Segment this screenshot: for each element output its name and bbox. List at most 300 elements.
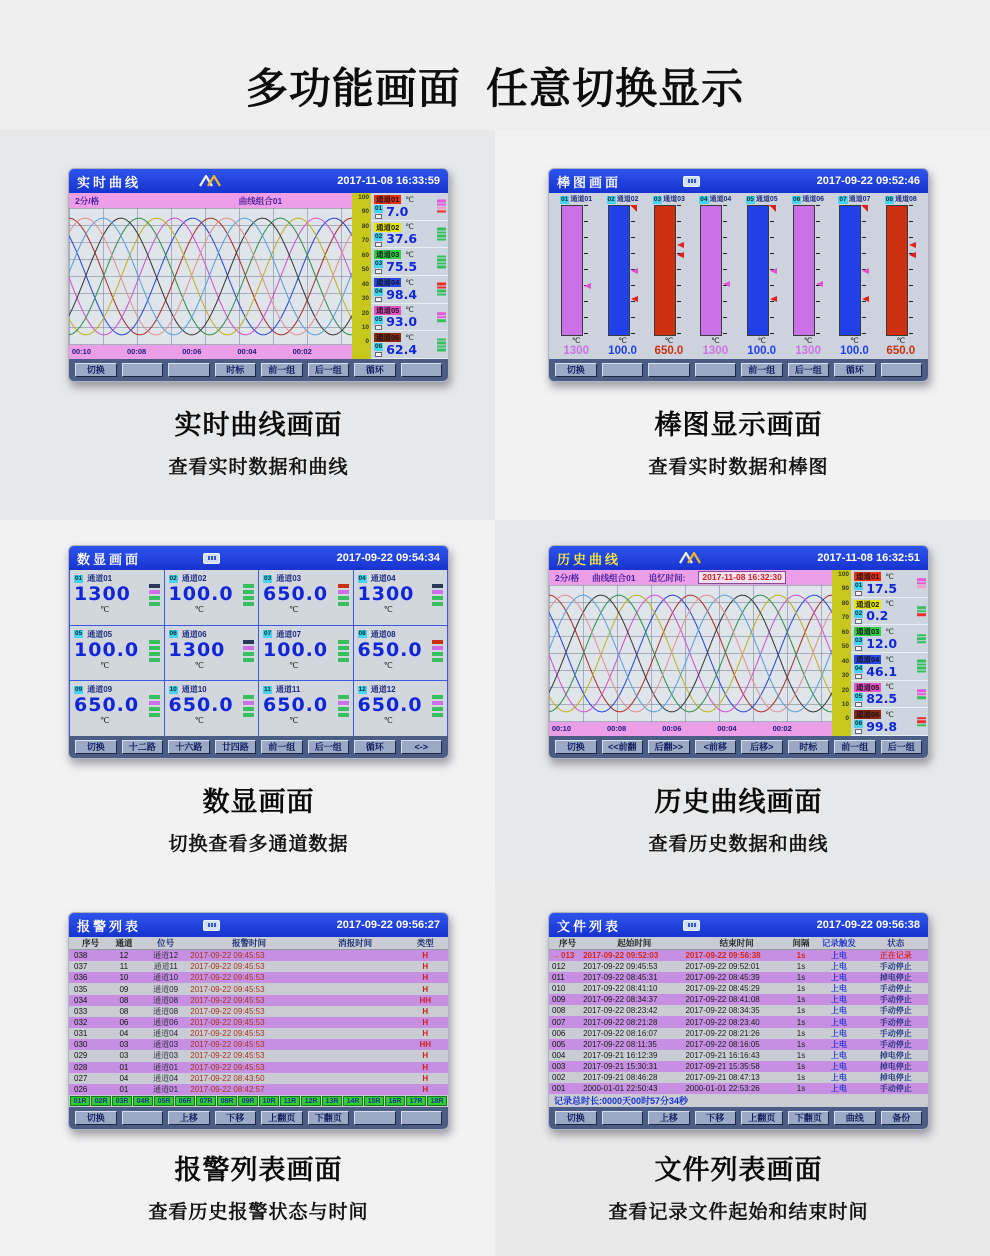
button-label: 下移 xyxy=(226,1112,245,1123)
x-tick-label: 00:08 xyxy=(607,724,627,733)
bar-channel-number: 01 xyxy=(561,195,569,203)
channel-alarm-leds xyxy=(917,606,926,616)
file-seq xyxy=(549,951,583,960)
panel-button[interactable] xyxy=(215,740,257,754)
recall-time-label: 追忆时间: xyxy=(648,572,686,583)
button-label: 上翻页 xyxy=(268,1112,296,1123)
channel-item[interactable] xyxy=(851,570,928,598)
panel-button[interactable] xyxy=(308,363,350,377)
alarm-cell: HH xyxy=(419,995,432,1005)
panel-button[interactable] xyxy=(308,740,350,754)
panel-button[interactable] xyxy=(215,363,257,377)
channel-unit: ℃ xyxy=(100,604,110,614)
y-axis xyxy=(832,570,851,736)
file-end-time: 2017-09-22 08:16:05 xyxy=(685,1039,760,1049)
button-label: <-> xyxy=(414,741,428,752)
channel-label: 通道09 xyxy=(87,685,113,695)
file-trigger: 上电 xyxy=(830,1006,847,1016)
channel-label: 通道08 xyxy=(370,629,396,639)
panel-button[interactable] xyxy=(122,740,164,754)
panel-button[interactable] xyxy=(834,1111,876,1125)
channel-item[interactable] xyxy=(851,625,928,653)
alarm-row[interactable] xyxy=(69,950,448,961)
button-label: 上移 xyxy=(179,1112,198,1123)
channel-checkbox[interactable] xyxy=(375,352,382,357)
alarm-cell: 033 xyxy=(74,1006,88,1016)
digital-channel-cell xyxy=(354,626,448,681)
alarm-cell: 038 xyxy=(74,951,88,961)
button-label: 前一组 xyxy=(841,741,869,752)
file-row[interactable] xyxy=(549,1016,928,1027)
channel-value-row xyxy=(374,205,446,219)
alarm-cell: 通道12 xyxy=(153,951,179,961)
file-row[interactable] xyxy=(549,1072,928,1083)
button-label: <<前翻 xyxy=(607,741,637,752)
panel-button[interactable] xyxy=(261,1111,303,1125)
channel-checkbox[interactable] xyxy=(855,729,862,734)
file-row[interactable] xyxy=(549,1061,928,1072)
channel-item[interactable] xyxy=(851,598,928,626)
alarm-cell: 03 xyxy=(119,1040,129,1050)
channel-value: 1300 xyxy=(74,583,131,605)
alarm-cell: H xyxy=(422,973,429,983)
channel-number-badge: 08 xyxy=(358,630,366,638)
alarm-cell: H xyxy=(422,1051,429,1061)
caption-subtitle: 查看实时数据和棒图 xyxy=(648,457,829,478)
panel-button[interactable] xyxy=(168,740,210,754)
channel-number-badge: 06 xyxy=(855,720,863,728)
alarm-cell: 035 xyxy=(74,984,88,994)
channel-label: 通道04 xyxy=(376,278,400,288)
channel-alarm-leds xyxy=(437,312,446,322)
panel-button[interactable] xyxy=(741,1111,783,1125)
panel-timestamp: 2017-11-08 16:32:51 xyxy=(817,552,920,564)
alarm-cell: 031 xyxy=(74,1029,88,1039)
y-tick-label: 90 xyxy=(841,585,849,593)
panel-button[interactable] xyxy=(834,740,876,754)
channel-label: 通道03 xyxy=(376,250,400,260)
channel-label: 通道02 xyxy=(376,222,400,232)
alarm-cell: 通道06 xyxy=(153,1018,179,1028)
button-label: 后一组 xyxy=(314,364,342,375)
file-trigger: 上电 xyxy=(830,1028,847,1038)
digital-channel-cell xyxy=(354,570,448,625)
panel-button[interactable] xyxy=(648,1111,690,1125)
panel-button[interactable] xyxy=(741,363,783,377)
button-label: 切换 xyxy=(86,741,105,752)
channel-number xyxy=(854,693,863,707)
alarm-cell: H xyxy=(422,951,429,961)
alarm-cell: 通道01 xyxy=(153,1062,179,1072)
bar-channel-name: 通道07 xyxy=(848,196,871,203)
channel-unit: ℃ xyxy=(885,710,894,720)
panel-button[interactable] xyxy=(695,740,737,754)
y-tick-label: 80 xyxy=(361,222,369,230)
channel-number xyxy=(854,582,863,596)
channel-item[interactable] xyxy=(371,221,448,249)
channel-unit: ℃ xyxy=(405,333,414,343)
channel-label: 通道05 xyxy=(856,682,880,692)
panel-button[interactable] xyxy=(555,740,597,754)
file-start-time: 2017-09-21 08:46:28 xyxy=(583,1072,658,1082)
panel-button[interactable] xyxy=(168,1111,210,1125)
file-row[interactable] xyxy=(549,1005,928,1016)
caption-alarm xyxy=(68,1148,449,1224)
alarm-cell: 03 xyxy=(119,1051,129,1061)
file-status: 掉电停止 xyxy=(879,1061,912,1071)
file-seq xyxy=(549,1073,583,1082)
channel-number-badge: 01 xyxy=(375,205,383,212)
alarm-cell: 037 xyxy=(74,962,88,972)
button-label: 上移 xyxy=(659,1112,678,1123)
panel-button-blank xyxy=(168,363,210,377)
bar-unit: ℃ xyxy=(618,335,627,345)
channel-item[interactable] xyxy=(851,653,928,681)
alarm-row[interactable] xyxy=(69,1062,448,1073)
file-seq-number: 005 xyxy=(552,1039,566,1049)
column-header: 间隔 xyxy=(792,938,810,948)
digital-channel-cell xyxy=(165,570,259,625)
alarm-channel-tag: 12R xyxy=(301,1096,321,1106)
channel-value-row xyxy=(374,343,446,357)
channel-value: 1300 xyxy=(357,583,415,605)
channel-checkbox[interactable] xyxy=(855,591,862,596)
button-label: 前一组 xyxy=(268,741,296,752)
alarm-channel-tag: 08R xyxy=(217,1096,237,1106)
channel-item[interactable] xyxy=(371,276,448,304)
alarm-row[interactable] xyxy=(69,1006,448,1017)
alarm-cell: 034 xyxy=(74,995,88,1005)
panel-digital-display xyxy=(68,545,449,759)
alarm-channel-tag: 11R xyxy=(280,1096,300,1106)
channel-value-row xyxy=(854,665,926,679)
alarm-cell: 通道11 xyxy=(153,962,178,972)
file-seq-number: 012 xyxy=(552,962,566,972)
bar-value: 1300 xyxy=(702,344,729,357)
panel-header xyxy=(549,913,928,937)
alarm-cell: 2017-09-22 09:45:53 xyxy=(190,1062,265,1072)
caption-subtitle: 查看历史报警状态与时间 xyxy=(148,1202,369,1223)
panel-button[interactable] xyxy=(261,740,303,754)
channel-checkbox[interactable] xyxy=(855,619,862,624)
panel-button[interactable] xyxy=(881,1111,923,1125)
file-interval: 1s xyxy=(796,1006,806,1016)
channel-value: 650.0 xyxy=(357,694,423,717)
file-end-time: 2017-09-22 09:52:01 xyxy=(685,962,760,972)
panel-button-blank xyxy=(695,363,737,377)
panel-button[interactable] xyxy=(648,740,690,754)
channel-item[interactable] xyxy=(371,248,448,276)
file-end-time: 2017-09-21 15:35:58 xyxy=(685,1061,760,1071)
channel-alarm-leds xyxy=(149,695,160,717)
channel-unit: ℃ xyxy=(885,682,894,692)
bar-scale-ticks xyxy=(816,205,820,336)
channel-unit: ℃ xyxy=(289,604,299,614)
file-status: 手动停止 xyxy=(879,984,912,994)
digital-channel-cell xyxy=(354,681,448,736)
channel-item[interactable] xyxy=(371,193,448,221)
bar-column xyxy=(879,195,923,358)
panel-button[interactable] xyxy=(695,1111,737,1125)
channel-value-row xyxy=(374,288,446,302)
caption-subtitle: 查看历史数据和曲线 xyxy=(648,834,829,855)
bar xyxy=(700,205,722,336)
panel-button-blank xyxy=(122,1111,164,1125)
bar-channel-name: 通道06 xyxy=(802,196,825,203)
channel-unit: ℃ xyxy=(194,660,204,670)
channel-checkbox[interactable] xyxy=(375,242,382,247)
alarm-table-rows xyxy=(69,950,448,1095)
alarm-row[interactable] xyxy=(69,1039,448,1050)
channel-checkbox[interactable] xyxy=(375,297,382,302)
panel-button[interactable] xyxy=(261,363,303,377)
alarm-row[interactable] xyxy=(69,1084,448,1095)
file-interval: 1s xyxy=(796,1050,806,1060)
alarm-cell: H xyxy=(422,1062,429,1072)
file-status: 手动停止 xyxy=(879,1006,912,1016)
file-seq xyxy=(549,1006,583,1015)
channel-item-top xyxy=(854,572,926,581)
alarm-cell: 通道08 xyxy=(153,1006,179,1016)
panel-button-blank xyxy=(354,1111,396,1125)
channel-value: 99.8 xyxy=(866,719,898,735)
file-trigger: 上电 xyxy=(830,995,847,1005)
file-table-header xyxy=(549,937,928,950)
alarm-cell: 通道10 xyxy=(153,973,179,983)
digital-cell-top xyxy=(358,629,444,640)
file-trigger: 上电 xyxy=(830,1061,847,1071)
file-table-rows xyxy=(549,950,928,1094)
file-row[interactable] xyxy=(549,1083,928,1094)
file-interval: 1s xyxy=(796,973,806,983)
channel-number-badge: 05 xyxy=(855,692,863,700)
bar-value: 650.0 xyxy=(886,344,916,357)
panel-button[interactable] xyxy=(881,740,923,754)
alarm-channel-tag: 15R xyxy=(364,1096,384,1106)
channel-value: 100.0 xyxy=(74,638,140,661)
panel-button[interactable] xyxy=(354,363,396,377)
y-tick-label: 0 xyxy=(845,715,849,723)
channel-label: 通道05 xyxy=(376,305,400,315)
bar-area xyxy=(879,205,923,336)
channel-checkbox[interactable] xyxy=(855,646,862,651)
y-tick-label: 10 xyxy=(361,323,369,331)
file-seq-number: 011 xyxy=(552,973,565,983)
column-header: 结束时间 xyxy=(719,938,754,948)
alarm-row[interactable] xyxy=(69,1050,448,1061)
bar-channel-name: 通道08 xyxy=(895,196,917,203)
panel-button[interactable] xyxy=(555,1111,597,1125)
channel-alarm-leds xyxy=(243,584,254,606)
channel-list xyxy=(851,570,928,736)
panel-button[interactable] xyxy=(75,740,117,754)
file-start-time: 2017-09-22 08:16:07 xyxy=(583,1028,658,1038)
column-header: 类型 xyxy=(416,938,434,948)
alarm-cell: 通道03 xyxy=(153,1040,179,1050)
channel-unit: ℃ xyxy=(194,604,204,614)
alarm-cell: 2017-09-22 09:45:53 xyxy=(190,1051,265,1061)
channel-unit: ℃ xyxy=(405,277,414,287)
panel-button[interactable] xyxy=(75,1111,117,1125)
channel-value-row xyxy=(854,720,926,734)
channel-checkbox[interactable] xyxy=(375,325,382,330)
channel-alarm-leds xyxy=(437,255,446,268)
file-seq xyxy=(549,973,583,982)
y-tick-label: 0 xyxy=(365,338,369,346)
alarm-row[interactable] xyxy=(69,983,448,994)
file-row[interactable] xyxy=(549,1028,928,1039)
bar-scale-ticks xyxy=(677,205,681,336)
digital-channel-cell xyxy=(259,570,353,625)
panel-button[interactable] xyxy=(788,363,830,377)
bar-scale-ticks xyxy=(723,205,727,336)
button-label: 上翻页 xyxy=(748,1112,776,1123)
column-header: 记录触发 xyxy=(821,938,856,948)
storage-icon xyxy=(683,920,700,931)
panel-button[interactable] xyxy=(788,740,830,754)
bar-channel-number: 06 xyxy=(793,195,801,203)
file-row[interactable] xyxy=(549,1039,928,1050)
file-interval: 1s xyxy=(796,995,806,1005)
panel-button[interactable] xyxy=(354,740,396,754)
panel-title: 数显画面 xyxy=(77,551,142,567)
channel-list xyxy=(371,193,448,359)
channel-alarm-leds xyxy=(432,584,443,606)
file-start-time: 2017-09-22 08:41:10 xyxy=(583,984,658,994)
channel-alarm-leds xyxy=(917,689,926,699)
alarm-cell: 2017-09-22 09:45:53 xyxy=(190,1029,265,1039)
channel-number xyxy=(374,288,383,302)
file-start-time: 2017-09-22 09:45:53 xyxy=(583,962,658,972)
file-row[interactable] xyxy=(549,1050,928,1061)
channel-number-badge: 06 xyxy=(169,630,177,638)
panel-button[interactable] xyxy=(602,740,644,754)
channel-item[interactable] xyxy=(371,304,448,332)
channel-unit: ℃ xyxy=(100,660,110,670)
channel-value: 650.0 xyxy=(168,694,234,717)
alarm-cell: 通道04 xyxy=(153,1029,179,1039)
file-row[interactable] xyxy=(549,983,928,994)
column-header: 状态 xyxy=(887,938,905,948)
channel-unit: ℃ xyxy=(885,571,894,581)
scale-per-div: 2分/格 xyxy=(75,195,100,206)
channel-checkbox[interactable] xyxy=(855,702,862,707)
channel-item-top xyxy=(854,627,926,636)
file-seq-number: 004 xyxy=(552,1050,566,1060)
bar xyxy=(839,205,861,336)
panel-button[interactable] xyxy=(741,740,783,754)
panel-button[interactable] xyxy=(555,363,597,377)
bar-column xyxy=(693,195,737,358)
panel-button[interactable] xyxy=(215,1111,257,1125)
recall-time-value: 2017-11-08 16:32:30 xyxy=(698,571,785,584)
file-end-time: 2017-09-21 16:16:43 xyxy=(685,1050,760,1060)
bar-channel-label xyxy=(792,195,824,204)
channel-checkbox[interactable] xyxy=(855,674,862,679)
panel-button[interactable] xyxy=(308,1111,350,1125)
alarm-row[interactable] xyxy=(69,972,448,983)
channel-item[interactable] xyxy=(371,331,448,359)
channel-value-row xyxy=(374,316,446,330)
channel-unit: ℃ xyxy=(383,716,393,726)
panel-button[interactable] xyxy=(401,740,443,754)
file-row[interactable] xyxy=(549,950,928,961)
bar-area xyxy=(600,205,644,336)
alarm-cell: 通道08 xyxy=(153,995,179,1005)
panel-button[interactable] xyxy=(834,363,876,377)
channel-checkbox[interactable] xyxy=(375,269,382,274)
file-seq-number: 009 xyxy=(552,995,566,1005)
channel-value-row xyxy=(374,260,446,274)
file-row[interactable] xyxy=(549,961,928,972)
channel-label: 通道04 xyxy=(856,655,880,665)
alarm-cell: 2017-09-22 09:45:53 xyxy=(190,984,265,994)
panel-timestamp: 2017-09-22 09:54:34 xyxy=(336,552,440,564)
time-axis xyxy=(69,345,352,359)
panel-button[interactable] xyxy=(75,363,117,377)
file-end-time: 2017-09-22 08:23:40 xyxy=(685,1017,760,1027)
alarm-channel-tag: 14R xyxy=(343,1096,363,1106)
alarm-row[interactable] xyxy=(69,961,448,972)
alarm-row[interactable] xyxy=(69,1073,448,1084)
alarm-row[interactable] xyxy=(69,1028,448,1039)
column-header: 通道 xyxy=(115,938,133,948)
caption-subtitle: 查看记录文件起始和结束时间 xyxy=(608,1202,869,1223)
alarm-cell: 2017-09-22 09:45:53 xyxy=(190,962,265,972)
setpoint-marker-icon xyxy=(631,296,638,302)
panel-header xyxy=(549,169,928,193)
button-bar xyxy=(549,359,928,381)
button-label: 前一组 xyxy=(748,364,776,375)
y-tick-label: 70 xyxy=(841,614,849,622)
channel-number xyxy=(854,637,863,651)
caption-files xyxy=(548,1148,929,1224)
channel-label: 通道06 xyxy=(376,333,400,343)
file-seq xyxy=(549,1051,583,1060)
x-tick-label: 00:04 xyxy=(717,724,737,733)
alarm-channel-tag: 13R xyxy=(322,1096,342,1106)
digital-channel-cell xyxy=(70,570,164,625)
button-label: 后一组 xyxy=(314,741,342,752)
caption-realtime xyxy=(68,403,449,479)
channel-unit: ℃ xyxy=(885,599,894,609)
file-row[interactable] xyxy=(549,994,928,1005)
alarm-channel-tag: 06R xyxy=(175,1096,195,1106)
digital-grid xyxy=(69,570,448,736)
page-title: 多功能画面 任意切换显示 xyxy=(245,65,745,112)
y-tick-label: 60 xyxy=(841,628,849,636)
file-row[interactable] xyxy=(549,972,928,983)
bar-channel-name: 通道05 xyxy=(755,196,778,203)
button-label: 时标 xyxy=(226,364,245,375)
bar-column xyxy=(832,195,876,358)
file-seq xyxy=(549,995,583,1004)
channel-alarm-leds xyxy=(437,228,446,241)
alarm-row[interactable] xyxy=(69,995,448,1006)
channel-item[interactable] xyxy=(851,708,928,736)
file-interval: 1s xyxy=(796,951,806,961)
channel-checkbox[interactable] xyxy=(375,214,382,219)
alarm-row[interactable] xyxy=(69,1017,448,1028)
file-trigger: 上电 xyxy=(830,1083,847,1093)
channel-item[interactable] xyxy=(851,681,928,709)
curve-group-label: 曲线组合01 xyxy=(592,572,636,583)
channel-unit: ℃ xyxy=(289,716,299,726)
channel-value-row xyxy=(374,233,446,247)
panel-button[interactable] xyxy=(788,1111,830,1125)
alarm-flag-icon xyxy=(630,205,637,212)
bar-scale-ticks xyxy=(909,205,913,336)
